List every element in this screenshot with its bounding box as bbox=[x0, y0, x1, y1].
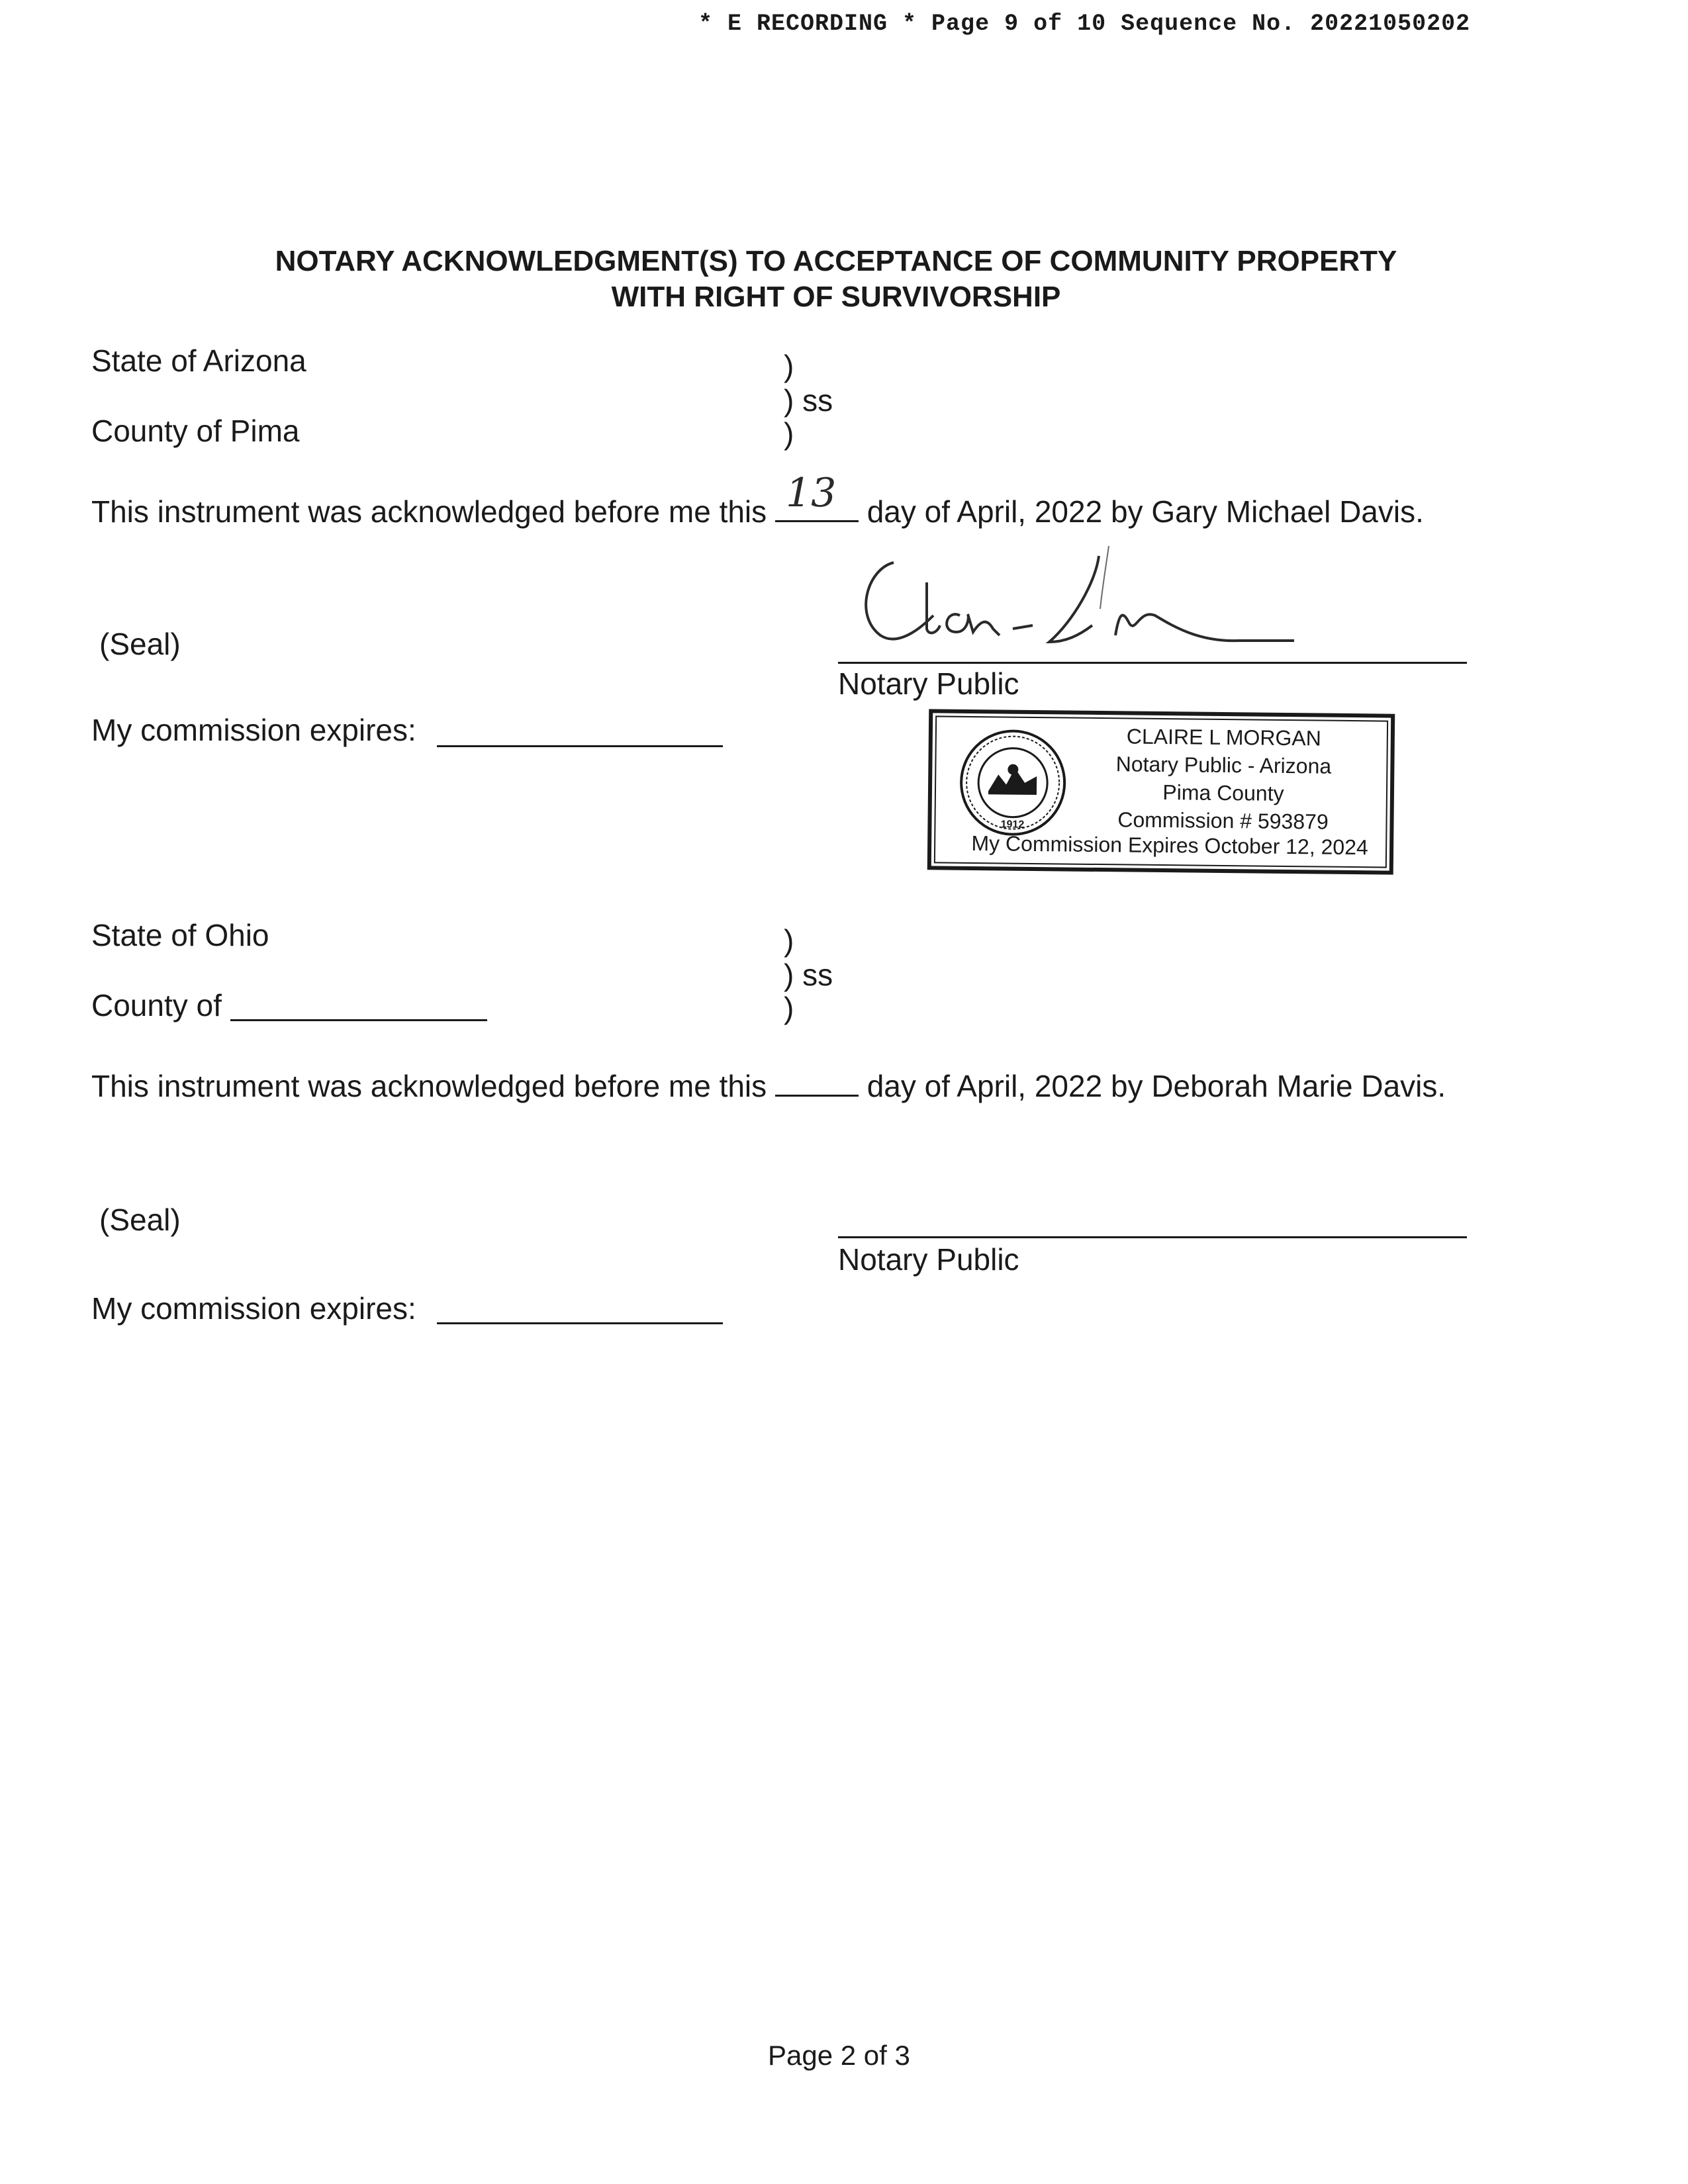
stamp-commission: Commission # 593879 bbox=[1117, 807, 1329, 834]
ack-text-before: This instrument was acknowledged before me this bbox=[91, 494, 767, 529]
stamp-title: Notary Public - Arizona bbox=[1115, 752, 1332, 778]
document-title-line-1: NOTARY ACKNOWLEDGMENT(S) TO ACCEPTANCE OF COMMUNITY PROPERTY bbox=[275, 245, 1397, 277]
commission-expires-blank bbox=[437, 1322, 723, 1324]
state-seal-icon bbox=[958, 728, 1068, 838]
stamp-county: Pima County bbox=[1162, 780, 1284, 805]
ack-text-before: This instrument was acknowledged before me this bbox=[91, 1069, 767, 1103]
seal-label: (Seal) bbox=[99, 1203, 181, 1237]
notary-stamp bbox=[927, 709, 1395, 874]
day-handwritten: 13 bbox=[785, 470, 837, 516]
notary-public-label: Notary Public bbox=[838, 666, 1019, 701]
venue-paren-ss: ) ss bbox=[784, 958, 833, 992]
ack-text-after: day of April, 2022 by Deborah Marie Davis. bbox=[867, 1069, 1446, 1103]
stamp-expires: My Commission Expires October 12, 2024 bbox=[971, 831, 1369, 860]
commission-expires-label: My commission expires: bbox=[91, 713, 416, 747]
day-blank bbox=[775, 470, 859, 522]
venue-county: County of Pima bbox=[91, 414, 300, 448]
stamp-name: CLAIRE L MORGAN bbox=[1126, 724, 1322, 751]
document-title-line-2: WITH RIGHT OF SURVIVORSHIP bbox=[611, 281, 1061, 313]
acknowledgment-sentence bbox=[91, 470, 1424, 529]
recording-header: * E RECORDING * Page 9 of 10 Sequence No. 20221050202 bbox=[698, 11, 1471, 37]
venue-paren-top: ) bbox=[784, 923, 794, 958]
venue-paren-bottom: ) bbox=[784, 416, 794, 451]
venue-paren-top: ) bbox=[784, 349, 794, 383]
venue-paren-ss: ) ss bbox=[784, 383, 833, 418]
venue-paren-bottom: ) bbox=[784, 991, 794, 1025]
notary-signature-line bbox=[838, 1236, 1467, 1238]
seal-year: 1912 bbox=[1000, 819, 1025, 831]
page-footer: Page 2 of 3 bbox=[768, 2040, 910, 2071]
commission-expires-blank bbox=[437, 745, 723, 747]
venue-state: State of Ohio bbox=[91, 918, 269, 952]
notary-signature bbox=[854, 543, 1304, 662]
county-blank bbox=[230, 1019, 487, 1021]
seal-label: (Seal) bbox=[99, 627, 181, 661]
notary-public-label: Notary Public bbox=[838, 1242, 1019, 1277]
venue-county: County of bbox=[91, 988, 222, 1023]
notary-signature-line bbox=[838, 662, 1467, 664]
day-blank bbox=[775, 1064, 859, 1097]
venue-state: State of Arizona bbox=[91, 343, 306, 378]
ack-text-after: day of April, 2022 by Gary Michael Davis. bbox=[867, 494, 1424, 529]
commission-expires-label: My commission expires: bbox=[91, 1291, 416, 1326]
acknowledgment-sentence bbox=[91, 1064, 1446, 1104]
